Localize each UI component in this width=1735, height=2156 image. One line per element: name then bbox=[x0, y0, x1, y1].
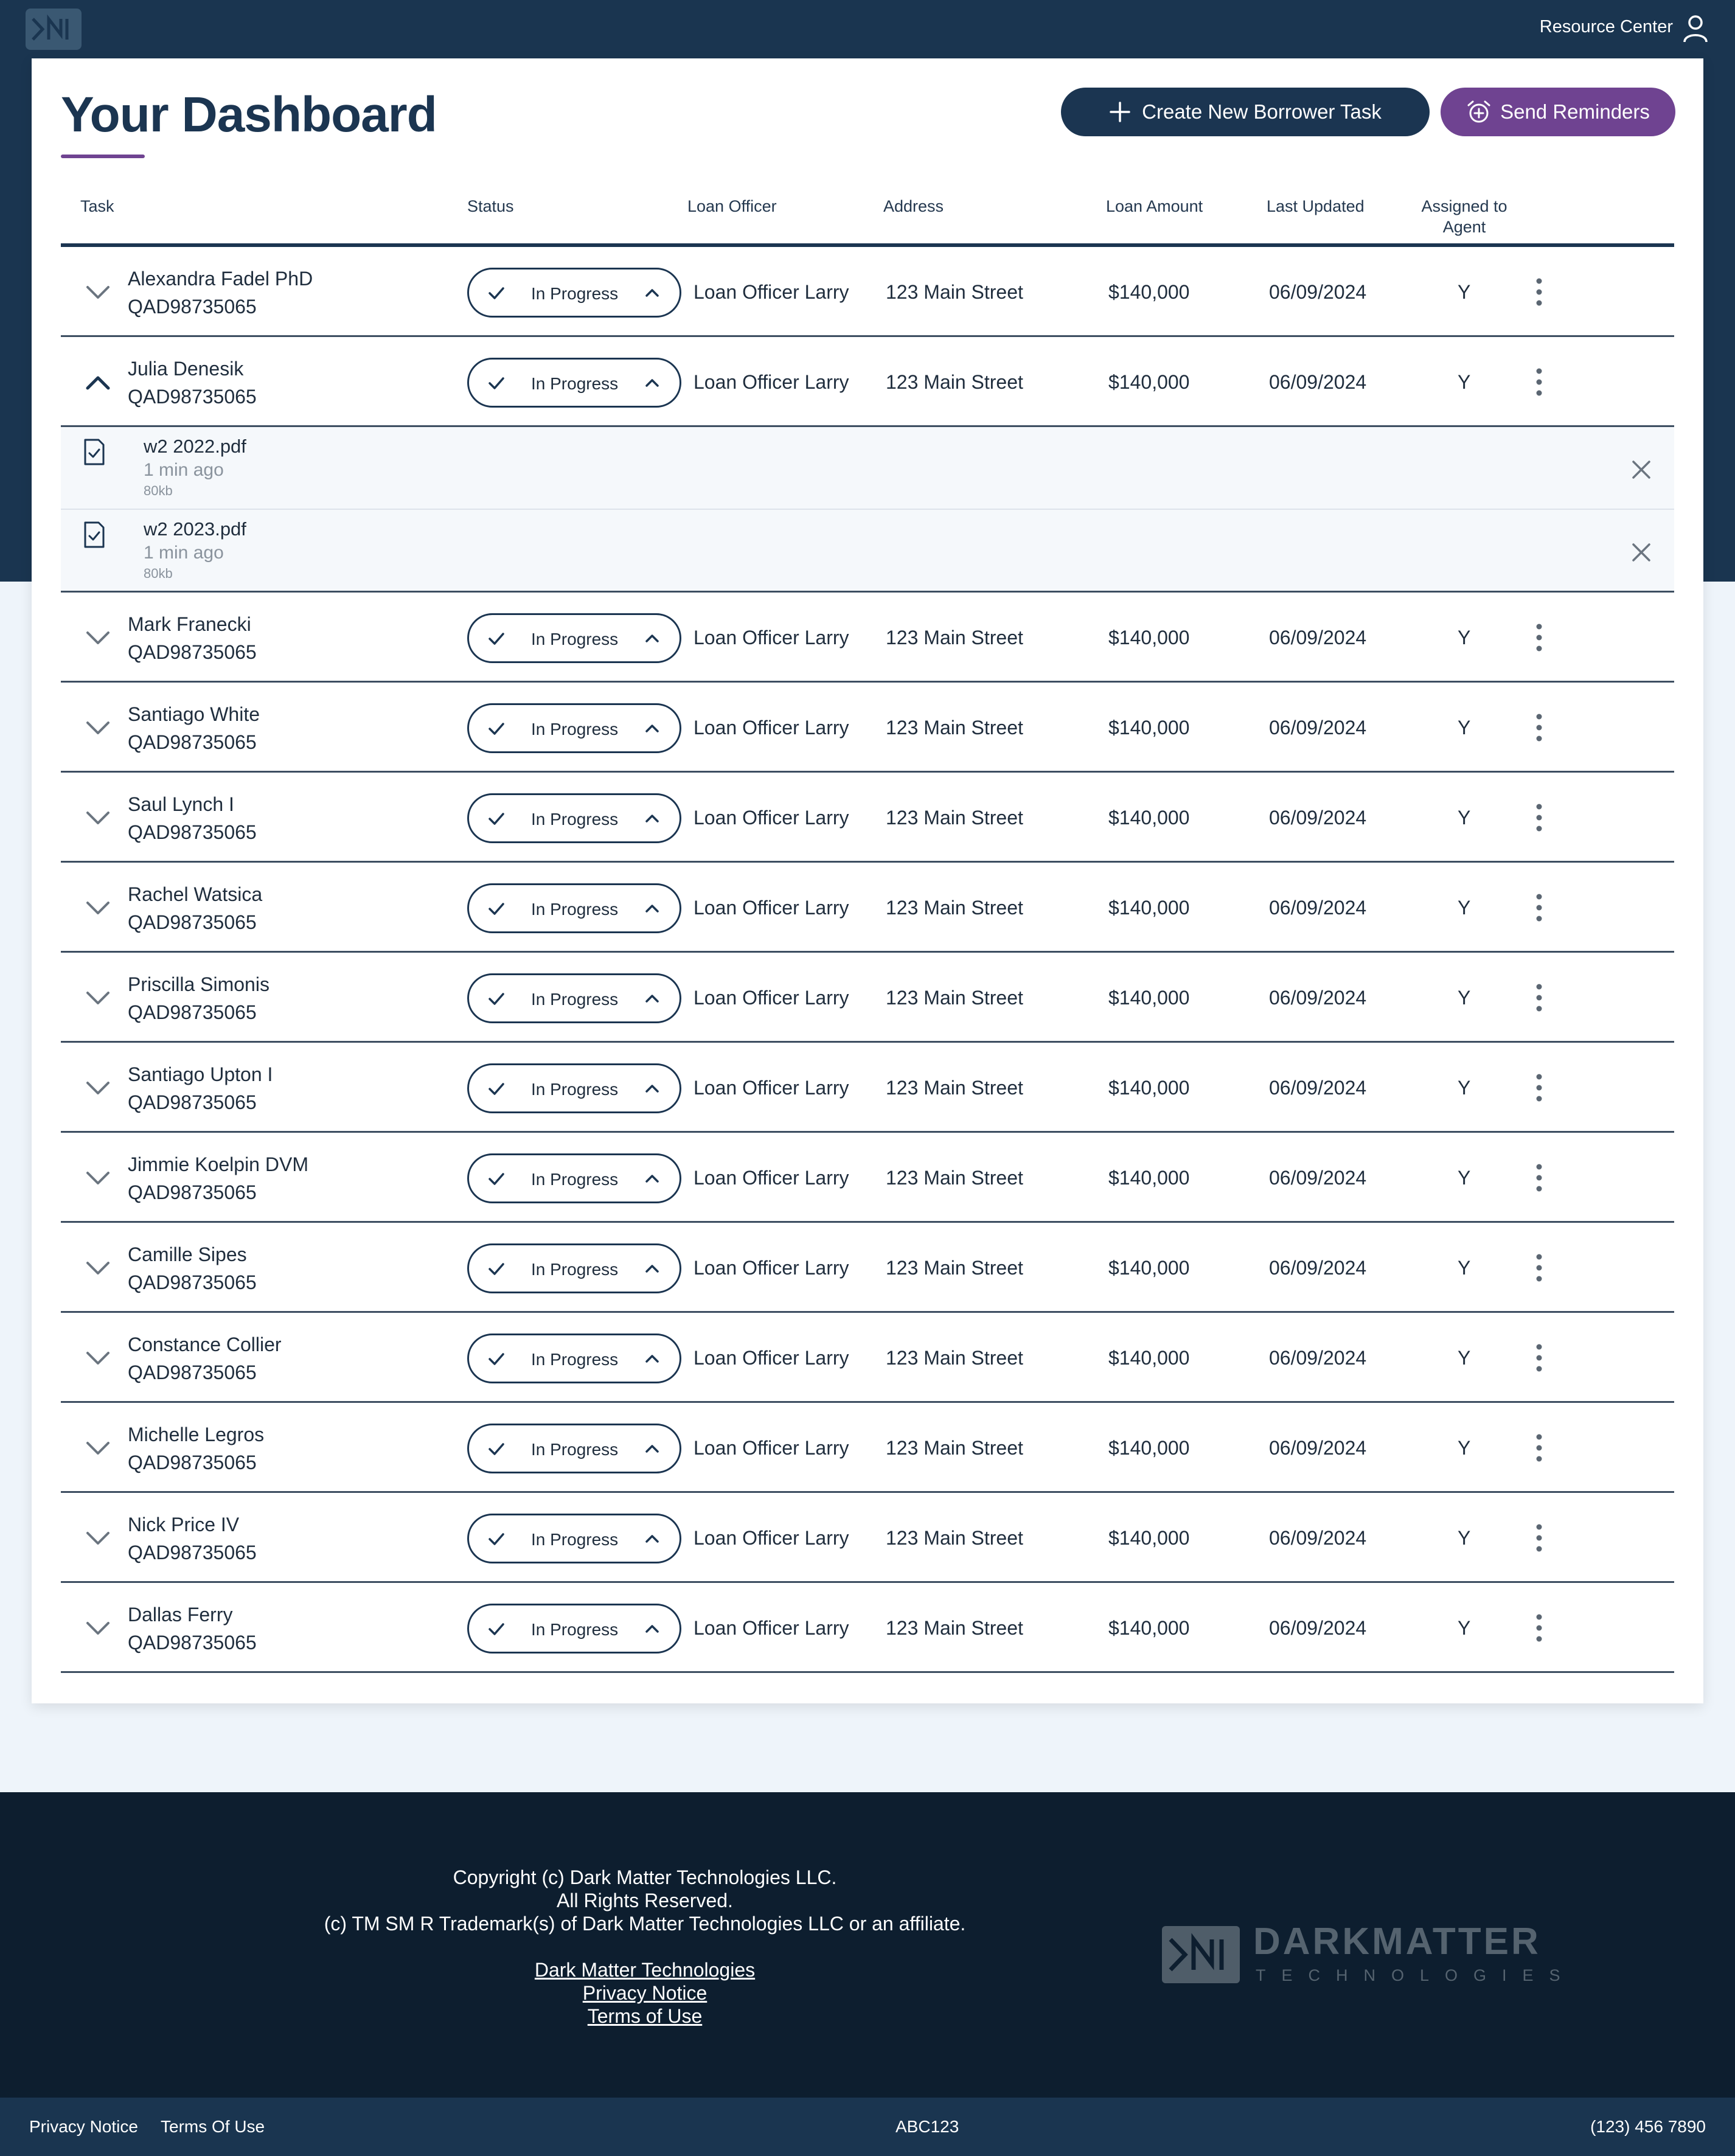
status-label: In Progress bbox=[531, 1350, 619, 1369]
last-updated: 06/09/2024 bbox=[1269, 1167, 1367, 1189]
status-dropdown[interactable] bbox=[467, 358, 681, 408]
chevron-down-icon[interactable] bbox=[84, 714, 112, 742]
assigned-to-agent: Y bbox=[1458, 1077, 1471, 1099]
task-id: QAD98735065 bbox=[128, 1361, 257, 1383]
task-name[interactable]: Camille Sipes bbox=[128, 1243, 247, 1265]
footer-copyright-line-3: (c) TM SM R Trademark(s) of Dark Matter Technologies LLC or an affiliate. bbox=[324, 1913, 966, 1935]
chevron-down-icon[interactable] bbox=[84, 984, 112, 1012]
loan-officer: Loan Officer Larry bbox=[694, 1257, 849, 1279]
address: 123 Main Street bbox=[886, 1257, 1023, 1279]
header-loan-officer[interactable]: Loan Officer bbox=[687, 197, 777, 215]
file-attachment-row[interactable] bbox=[61, 510, 1674, 593]
chevron-down-icon[interactable] bbox=[84, 279, 112, 307]
status-dropdown[interactable] bbox=[467, 1063, 681, 1113]
chevron-up-icon bbox=[642, 373, 662, 394]
loan-amount: $140,000 bbox=[1108, 1077, 1190, 1099]
darkmatter-logo-sub: TECHNOLOGIES bbox=[1256, 1966, 1576, 1984]
assigned-to-agent: Y bbox=[1458, 897, 1471, 919]
loan-amount: $140,000 bbox=[1108, 1527, 1190, 1549]
table-row[interactable] bbox=[61, 1133, 1674, 1223]
check-icon bbox=[486, 1259, 507, 1279]
task-name[interactable]: Saul Lynch I bbox=[128, 793, 234, 815]
table-row[interactable] bbox=[61, 1403, 1674, 1493]
status-label: In Progress bbox=[531, 1170, 619, 1189]
task-name[interactable]: Mark Franecki bbox=[128, 613, 251, 635]
task-id: QAD98735065 bbox=[128, 296, 257, 318]
loan-officer: Loan Officer Larry bbox=[694, 371, 849, 393]
status-label: In Progress bbox=[531, 810, 619, 829]
chevron-up-icon bbox=[642, 1169, 662, 1189]
loan-officer: Loan Officer Larry bbox=[694, 281, 849, 303]
plus-icon bbox=[1109, 101, 1131, 123]
file-check-icon bbox=[83, 521, 106, 549]
footer-copyright-line-2: All Rights Reserved. bbox=[557, 1890, 733, 1911]
status-dropdown[interactable] bbox=[467, 1424, 681, 1473]
task-name[interactable]: Michelle Legros bbox=[128, 1424, 265, 1445]
chevron-up-icon bbox=[642, 628, 662, 649]
address: 123 Main Street bbox=[886, 1527, 1023, 1549]
table-row[interactable] bbox=[61, 1223, 1674, 1313]
check-icon bbox=[486, 1079, 507, 1099]
chevron-up-icon bbox=[642, 899, 662, 919]
task-id: QAD98735065 bbox=[128, 1271, 257, 1293]
check-icon bbox=[486, 283, 507, 304]
last-updated: 06/09/2024 bbox=[1269, 897, 1367, 919]
loan-officer: Loan Officer Larry bbox=[694, 1167, 849, 1189]
table-row[interactable] bbox=[61, 683, 1674, 773]
chevron-down-icon[interactable] bbox=[84, 804, 112, 832]
assigned-to-agent: Y bbox=[1458, 987, 1471, 1009]
header-loan-amount[interactable]: Loan Amount bbox=[1106, 197, 1203, 215]
table-header bbox=[61, 191, 1674, 247]
header-status[interactable]: Status bbox=[467, 197, 514, 215]
chevron-up-icon bbox=[642, 283, 662, 304]
file-time: 1 min ago bbox=[144, 543, 224, 563]
footer-link-terms[interactable]: Terms of Use bbox=[587, 2005, 703, 2027]
address: 123 Main Street bbox=[886, 1617, 1023, 1639]
loan-amount: $140,000 bbox=[1108, 371, 1190, 393]
assigned-to-agent: Y bbox=[1458, 627, 1471, 649]
address: 123 Main Street bbox=[886, 371, 1023, 393]
check-icon bbox=[486, 899, 507, 919]
loan-officer: Loan Officer Larry bbox=[694, 627, 849, 649]
close-icon[interactable] bbox=[1630, 541, 1652, 563]
last-updated: 06/09/2024 bbox=[1269, 281, 1367, 303]
status-label: In Progress bbox=[531, 374, 619, 393]
more-options-icon[interactable] bbox=[1527, 1521, 1551, 1555]
footer-link-privacy[interactable]: Privacy Notice bbox=[582, 1982, 708, 2004]
status-dropdown[interactable] bbox=[467, 268, 681, 318]
assigned-to-agent: Y bbox=[1458, 371, 1471, 393]
task-name[interactable]: Julia Denesik bbox=[128, 358, 244, 380]
title-underline bbox=[61, 155, 145, 158]
address: 123 Main Street bbox=[886, 897, 1023, 919]
user-icon[interactable] bbox=[1681, 13, 1709, 44]
top-bar bbox=[0, 0, 1735, 58]
chevron-up-icon[interactable] bbox=[84, 369, 112, 397]
close-icon[interactable] bbox=[1630, 459, 1652, 481]
loan-amount: $140,000 bbox=[1108, 897, 1190, 919]
address: 123 Main Street bbox=[886, 987, 1023, 1009]
header-last-updated[interactable]: Last Updated bbox=[1267, 197, 1365, 215]
address: 123 Main Street bbox=[886, 1437, 1023, 1459]
more-options-icon[interactable] bbox=[1527, 1341, 1551, 1375]
status-label: In Progress bbox=[531, 1260, 619, 1279]
task-name[interactable]: Santiago White bbox=[128, 703, 260, 725]
bottom-phone: (123) 456 7890 bbox=[1590, 2117, 1706, 2136]
loan-officer: Loan Officer Larry bbox=[694, 897, 849, 919]
last-updated: 06/09/2024 bbox=[1269, 627, 1367, 649]
status-dropdown[interactable] bbox=[467, 613, 681, 663]
chevron-up-icon bbox=[642, 989, 662, 1009]
table-row[interactable] bbox=[61, 953, 1674, 1043]
task-name[interactable]: Alexandra Fadel PhD bbox=[128, 268, 313, 290]
assigned-to-agent: Y bbox=[1458, 1167, 1471, 1189]
last-updated: 06/09/2024 bbox=[1269, 1437, 1367, 1459]
task-id: QAD98735065 bbox=[128, 1452, 257, 1473]
table-row[interactable] bbox=[61, 863, 1674, 953]
table-body bbox=[61, 247, 1674, 1673]
task-name[interactable]: Nick Price IV bbox=[128, 1514, 240, 1535]
assigned-to-agent: Y bbox=[1458, 1437, 1471, 1459]
darkmatter-logo bbox=[1162, 1919, 1576, 1992]
status-label: In Progress bbox=[531, 284, 619, 303]
task-name[interactable]: Constance Collier bbox=[128, 1334, 282, 1355]
more-options-icon[interactable] bbox=[1527, 275, 1551, 309]
send-reminders-label: Send Reminders bbox=[1500, 100, 1650, 123]
more-options-icon[interactable] bbox=[1527, 621, 1551, 655]
status-label: In Progress bbox=[531, 720, 619, 739]
bottom-privacy-link[interactable]: Privacy Notice bbox=[29, 2117, 138, 2136]
task-id: QAD98735065 bbox=[128, 1632, 257, 1654]
chevron-up-icon bbox=[642, 809, 662, 829]
header-task[interactable]: Task bbox=[80, 197, 114, 215]
more-options-icon[interactable] bbox=[1527, 981, 1551, 1015]
darkmatter-logo-mark-icon bbox=[1162, 1926, 1240, 1983]
chevron-up-icon bbox=[642, 1619, 662, 1640]
status-label: In Progress bbox=[531, 900, 619, 919]
status-dropdown[interactable] bbox=[467, 1243, 681, 1293]
more-options-icon[interactable] bbox=[1527, 1071, 1551, 1105]
task-id: QAD98735065 bbox=[128, 731, 257, 753]
chevron-up-icon bbox=[642, 1529, 662, 1549]
check-icon bbox=[486, 1619, 507, 1640]
loan-officer: Loan Officer Larry bbox=[694, 1347, 849, 1369]
chevron-up-icon bbox=[642, 1259, 662, 1279]
check-icon bbox=[486, 809, 507, 829]
address: 123 Main Street bbox=[886, 1077, 1023, 1099]
chevron-up-icon bbox=[642, 1349, 662, 1369]
darkmatter-logo-word: DARKMATTER bbox=[1253, 1921, 1541, 1963]
bottom-code: ABC123 bbox=[895, 2117, 959, 2136]
bottom-terms-link[interactable]: Terms Of Use bbox=[161, 2117, 265, 2136]
chevron-down-icon[interactable] bbox=[84, 1164, 112, 1192]
footer bbox=[0, 1792, 1735, 2098]
more-options-icon[interactable] bbox=[1527, 1251, 1551, 1285]
last-updated: 06/09/2024 bbox=[1269, 1077, 1367, 1099]
status-dropdown[interactable] bbox=[467, 1334, 681, 1383]
loan-officer: Loan Officer Larry bbox=[694, 717, 849, 739]
check-icon bbox=[486, 628, 507, 649]
file-time: 1 min ago bbox=[144, 460, 224, 480]
page-title: Your Dashboard bbox=[61, 87, 437, 142]
chevron-up-icon bbox=[642, 1079, 662, 1099]
check-icon bbox=[486, 1529, 507, 1549]
task-id: QAD98735065 bbox=[128, 911, 257, 933]
assigned-to-agent: Y bbox=[1458, 281, 1471, 303]
status-label: In Progress bbox=[531, 1440, 619, 1459]
last-updated: 06/09/2024 bbox=[1269, 717, 1367, 739]
loan-amount: $140,000 bbox=[1108, 717, 1190, 739]
status-label: In Progress bbox=[531, 990, 619, 1009]
status-label: In Progress bbox=[531, 1530, 619, 1549]
check-icon bbox=[486, 1349, 507, 1369]
status-label: In Progress bbox=[531, 1620, 619, 1639]
status-dropdown[interactable] bbox=[467, 1153, 681, 1203]
status-dropdown[interactable] bbox=[467, 793, 681, 843]
address: 123 Main Street bbox=[886, 717, 1023, 739]
chevron-down-icon[interactable] bbox=[84, 1434, 112, 1462]
status-dropdown[interactable] bbox=[467, 883, 681, 933]
more-options-icon[interactable] bbox=[1527, 891, 1551, 925]
loan-officer: Loan Officer Larry bbox=[694, 1437, 849, 1459]
chevron-down-icon[interactable] bbox=[84, 1254, 112, 1282]
task-name[interactable]: Dallas Ferry bbox=[128, 1604, 233, 1626]
assigned-to-agent: Y bbox=[1458, 1347, 1471, 1369]
loan-amount: $140,000 bbox=[1108, 1617, 1190, 1639]
task-id: QAD98735065 bbox=[128, 641, 257, 663]
last-updated: 06/09/2024 bbox=[1269, 1347, 1367, 1369]
file-check-icon bbox=[83, 438, 106, 466]
last-updated: 06/09/2024 bbox=[1269, 1617, 1367, 1639]
assigned-to-agent: Y bbox=[1458, 1527, 1471, 1549]
address: 123 Main Street bbox=[886, 807, 1023, 829]
bottom-bar bbox=[0, 2098, 1735, 2156]
chevron-down-icon[interactable] bbox=[84, 1344, 112, 1372]
status-dropdown[interactable] bbox=[467, 1514, 681, 1563]
table-row[interactable] bbox=[61, 1493, 1674, 1583]
address: 123 Main Street bbox=[886, 627, 1023, 649]
table-row[interactable] bbox=[61, 1313, 1674, 1403]
check-icon bbox=[486, 373, 507, 394]
create-borrower-task-button[interactable] bbox=[1061, 88, 1430, 136]
task-id: QAD98735065 bbox=[128, 1091, 257, 1113]
task-id: QAD98735065 bbox=[128, 386, 257, 408]
status-dropdown[interactable] bbox=[467, 1604, 681, 1654]
last-updated: 06/09/2024 bbox=[1269, 987, 1367, 1009]
loan-officer: Loan Officer Larry bbox=[694, 987, 849, 1009]
status-dropdown[interactable] bbox=[467, 703, 681, 753]
table-row[interactable] bbox=[61, 1043, 1674, 1133]
last-updated: 06/09/2024 bbox=[1269, 1527, 1367, 1549]
more-options-icon[interactable] bbox=[1527, 365, 1551, 399]
check-icon bbox=[486, 718, 507, 739]
last-updated: 06/09/2024 bbox=[1269, 371, 1367, 393]
last-updated: 06/09/2024 bbox=[1269, 807, 1367, 829]
address: 123 Main Street bbox=[886, 1167, 1023, 1189]
file-size: 80kb bbox=[144, 483, 173, 498]
table-row[interactable] bbox=[61, 247, 1674, 337]
address: 123 Main Street bbox=[886, 281, 1023, 303]
loan-amount: $140,000 bbox=[1108, 1437, 1190, 1459]
header-address[interactable]: Address bbox=[883, 197, 944, 215]
chevron-down-icon[interactable] bbox=[84, 1615, 112, 1643]
status-label: In Progress bbox=[531, 1080, 619, 1099]
chevron-up-icon bbox=[642, 718, 662, 739]
table-row[interactable] bbox=[61, 773, 1674, 863]
chevron-down-icon[interactable] bbox=[84, 894, 112, 922]
assigned-to-agent: Y bbox=[1458, 1257, 1471, 1279]
table-row[interactable] bbox=[61, 593, 1674, 683]
assigned-to-agent: Y bbox=[1458, 807, 1471, 829]
more-options-icon[interactable] bbox=[1527, 1161, 1551, 1195]
check-icon bbox=[486, 1439, 507, 1459]
loan-officer: Loan Officer Larry bbox=[694, 807, 849, 829]
loan-officer: Loan Officer Larry bbox=[694, 1077, 849, 1099]
chevron-up-icon bbox=[642, 1439, 662, 1459]
check-icon bbox=[486, 989, 507, 1009]
loan-amount: $140,000 bbox=[1108, 627, 1190, 649]
file-attachment-row[interactable] bbox=[61, 427, 1674, 510]
task-id: QAD98735065 bbox=[128, 821, 257, 843]
last-updated: 06/09/2024 bbox=[1269, 1257, 1367, 1279]
address: 123 Main Street bbox=[886, 1347, 1023, 1369]
more-options-icon[interactable] bbox=[1527, 1611, 1551, 1645]
task-id: QAD98735065 bbox=[128, 1181, 257, 1203]
header-assigned-to-agent[interactable]: Assigned to Agent bbox=[1421, 197, 1507, 236]
loan-amount: $140,000 bbox=[1108, 1167, 1190, 1189]
table-row[interactable] bbox=[61, 1583, 1674, 1673]
loan-amount: $140,000 bbox=[1108, 1257, 1190, 1279]
table-row[interactable] bbox=[61, 337, 1674, 427]
check-icon bbox=[486, 1169, 507, 1189]
footer-copyright-line-1: Copyright (c) Dark Matter Technologies LLC. bbox=[453, 1866, 837, 1888]
more-options-icon[interactable] bbox=[1527, 1431, 1551, 1465]
loan-officer: Loan Officer Larry bbox=[694, 1617, 849, 1639]
task-id: QAD98735065 bbox=[128, 1542, 257, 1563]
loan-officer: Loan Officer Larry bbox=[694, 1527, 849, 1549]
resource-center-link[interactable]: Resource Center bbox=[1539, 17, 1673, 37]
assigned-to-agent: Y bbox=[1458, 1617, 1471, 1639]
assigned-to-agent: Y bbox=[1458, 717, 1471, 739]
task-name[interactable]: Santiago Upton I bbox=[128, 1063, 273, 1085]
file-size: 80kb bbox=[144, 566, 173, 581]
file-name[interactable]: w2 2023.pdf bbox=[144, 518, 246, 540]
loan-amount: $140,000 bbox=[1108, 1347, 1190, 1369]
loan-amount: $140,000 bbox=[1108, 281, 1190, 303]
task-name[interactable]: Priscilla Simonis bbox=[128, 973, 269, 995]
status-label: In Progress bbox=[531, 630, 619, 649]
more-options-icon[interactable] bbox=[1527, 711, 1551, 745]
loan-amount: $140,000 bbox=[1108, 987, 1190, 1009]
more-options-icon[interactable] bbox=[1527, 801, 1551, 835]
loan-amount: $140,000 bbox=[1108, 807, 1190, 829]
task-name[interactable]: Rachel Watsica bbox=[128, 883, 263, 905]
file-name[interactable]: w2 2022.pdf bbox=[144, 436, 246, 457]
task-id: QAD98735065 bbox=[128, 1001, 257, 1023]
chevron-down-icon[interactable] bbox=[84, 1525, 112, 1553]
chevron-down-icon[interactable] bbox=[84, 1074, 112, 1102]
dashboard-card bbox=[32, 58, 1703, 1703]
status-dropdown[interactable] bbox=[467, 973, 681, 1023]
brand-logo-icon[interactable] bbox=[26, 9, 82, 50]
chevron-down-icon[interactable] bbox=[84, 624, 112, 652]
alarm-clock-icon bbox=[1466, 99, 1492, 125]
task-name[interactable]: Jimmie Koelpin DVM bbox=[128, 1153, 308, 1175]
footer-link-company[interactable]: Dark Matter Technologies bbox=[534, 1959, 756, 1981]
create-borrower-task-label: Create New Borrower Task bbox=[1142, 100, 1382, 123]
send-reminders-button[interactable] bbox=[1441, 88, 1675, 136]
